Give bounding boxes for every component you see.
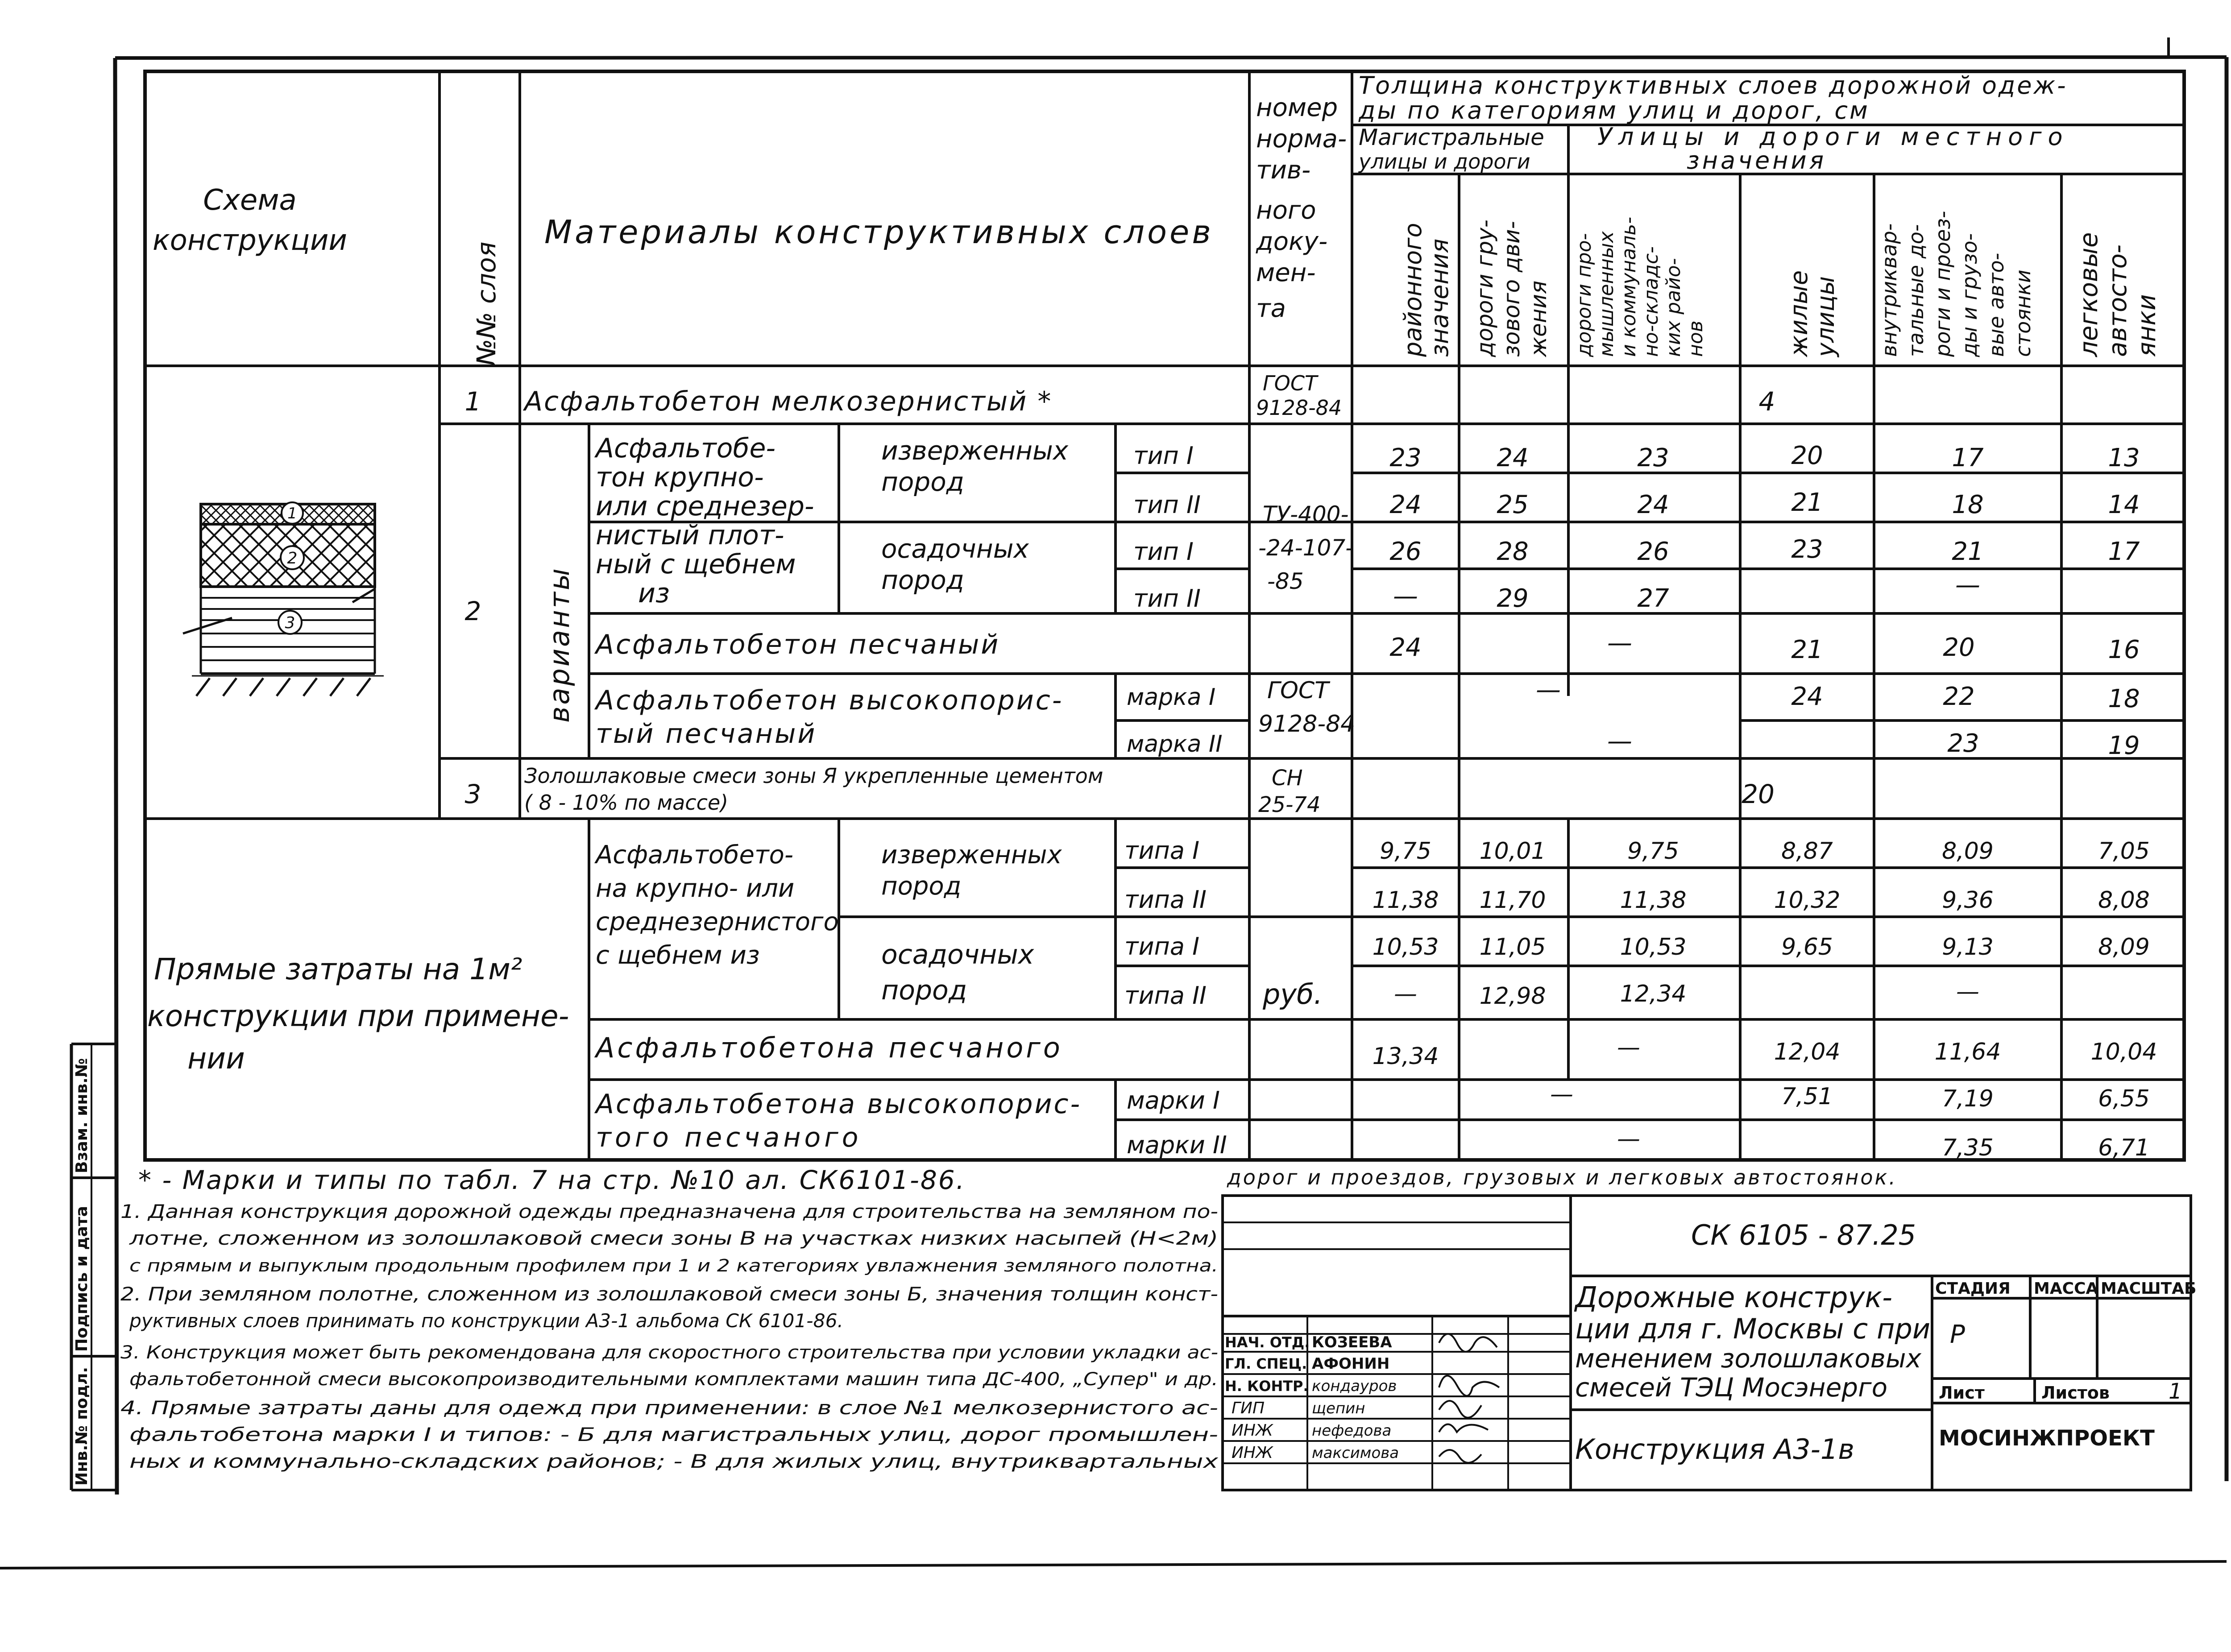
svg-text:тальные до-: тальные до- [1904,224,1928,357]
svg-text:НАЧ. ОТД.: НАЧ. ОТД. [1225,1334,1310,1351]
svg-text:20: 20 [1943,633,1975,662]
layer-2-rock-sed-1: осадочных [881,534,1029,564]
svg-text:легковые: легковые [2074,232,2103,357]
svg-text:—: — [1607,727,1632,756]
svg-text:КОЗЕЕВА: КОЗЕЕВА [1312,1333,1392,1351]
header-scheme-2: конструкции [152,224,348,257]
title-line-2: ции для г. Москвы с при [1575,1312,1931,1345]
svg-text:25: 25 [1497,490,1529,519]
svg-text:ный с щебнем: ный с щебнем [596,549,796,580]
svg-text:на крупно- или: на крупно- или [596,874,795,903]
layer-3-doc-2: 25-74 [1258,792,1321,817]
layer-2-mark-2: марка II [1127,731,1223,758]
cost-label-3: нии [187,1041,245,1076]
header-layer-no: №№ слоя [471,241,502,366]
svg-text:и коммуналь-: и коммуналь- [1617,216,1640,357]
stage-header: СТАДИЯ [1935,1279,2011,1298]
svg-text:12,04: 12,04 [1774,1039,1841,1065]
svg-text:улицы: улицы [1812,276,1840,357]
cost-label-1: Прямые затраты на 1м² [154,952,523,986]
svg-text:7,19: 7,19 [1942,1085,1994,1112]
svg-text:значения: значения [1426,238,1454,357]
layer-3-material-1: Золошлаковые смеси зоны Я укрепленные цементом [524,764,1103,788]
svg-text:Н. КОНТР.: Н. КОНТР. [1225,1378,1309,1395]
svg-text:нистый плот-: нистый плот- [596,520,784,551]
svg-text:28: 28 [1497,537,1529,566]
svg-text:кондауров: кондауров [1312,1377,1397,1395]
layer-3-value: 20 [1742,779,1775,809]
layer-2-type-2b: тип II [1133,584,1201,613]
cost-rock-sed-1: осадочных [881,939,1034,970]
svg-text:10,01: 10,01 [1479,838,1546,865]
sheet-label: Лист [1939,1383,1985,1403]
svg-text:21: 21 [1952,537,1984,566]
header-thickness-1: Толщина конструктивных слоев дорожной одеж- [1359,71,2068,99]
svg-text:19: 19 [2108,731,2140,760]
layer-2-type-1a: тип I [1133,442,1194,470]
svg-text:9,75: 9,75 [1627,838,1679,865]
svg-text:7,05: 7,05 [2098,838,2150,865]
header-materials: Материалы конструктивных слоев [544,213,1214,251]
svg-text:—: — [1394,981,1417,1007]
svg-text:9,75: 9,75 [1380,838,1431,865]
svg-text:ного: ного [1256,196,1316,225]
cost-type-1a: типа I [1124,836,1200,865]
svg-text:9,36: 9,36 [1942,887,1994,914]
svg-text:10,32: 10,32 [1774,887,1841,914]
svg-text:Асфальтобе-: Асфальтобе- [596,433,776,464]
svg-text:9,65: 9,65 [1781,934,1833,961]
svg-text:8,87: 8,87 [1781,838,1833,865]
note-line-2: лотне, сложенном из золошлаковой смеси зоны В на участках низких насыпей (Н<2м) [129,1227,1218,1249]
svg-text:тив-: тив- [1256,156,1311,185]
note-line-6: 3. Конструкция может быть рекомендована для скоростного строительства при условии укладки ас- [120,1342,1218,1363]
cost-rock-igneous-2: пород [881,872,962,901]
svg-text:—: — [1956,978,1979,1005]
svg-text:7,51: 7,51 [1781,1083,1833,1110]
layer-3-doc-1: СН [1272,766,1303,791]
svg-text:11,70: 11,70 [1479,887,1546,914]
layer-2-doc-hp-2: 9128-84 [1258,711,1356,737]
svg-text:нефедова: нефедова [1312,1422,1392,1440]
svg-text:нов: нов [1684,320,1707,357]
cost-type-2a: типа II [1124,886,1207,914]
layer-2-sand-label: Асфальтобетон песчаный [596,629,1000,660]
svg-text:22: 22 [1943,682,1975,711]
svg-text:10,04: 10,04 [2090,1039,2157,1065]
svg-text:мышленных: мышленных [1595,231,1618,357]
svg-text:23: 23 [1389,443,1422,472]
footnote: * - Марки и типы по табл. 7 на стр. №10 ал. СК6101-86. [138,1165,966,1195]
svg-text:23: 23 [1791,535,1823,564]
svg-text:дороги про-: дороги про- [1573,233,1596,357]
layer-1-value: 4 [1758,386,1775,417]
svg-text:та: та [1256,294,1286,323]
svg-text:ды и грузо-: ды и грузо- [1957,233,1982,357]
layer-2-doc-a-1: ТУ-400- [1263,501,1349,527]
svg-text:24: 24 [1791,682,1823,711]
note-line-3: с прямым и выпуклым продольным профилем при 1 и 2 категориях увлажнения земляного полотна. [129,1256,1218,1275]
side-stamp-inv: Инв.№ подл. [73,1366,91,1486]
sheets-count: 1 [2169,1379,2182,1404]
svg-text:10,53: 10,53 [1620,934,1687,961]
cost-rock-igneous-1: изверженных [881,840,1062,869]
organization: МОСИНЖПРОЕКТ [1939,1426,2155,1451]
header-thickness-2: ды по категориям улиц и дорог, см [1359,96,1870,124]
svg-text:жения: жения [1526,280,1551,357]
svg-text:16: 16 [2108,635,2140,664]
note-line-9: фальтобетона марки I и типов: - Б для магистральных улиц, дорог промышлен- [129,1424,1218,1445]
svg-text:внутриквар-: внутриквар- [1877,223,1901,357]
cost-hp-label-2: того песчаного [596,1122,862,1153]
stage-value: Р [1950,1320,1965,1349]
svg-text:или среднезер-: или среднезер- [596,491,814,522]
layer-2-mark-1: марка I [1127,684,1216,711]
svg-text:жилые: жилые [1785,270,1813,357]
svg-text:13: 13 [2108,443,2140,472]
svg-text:ГИП: ГИП [1232,1399,1265,1417]
svg-text:12,34: 12,34 [1620,981,1687,1007]
header-col-1 [1399,223,1454,357]
svg-text:вые авто-: вые авто- [1984,253,2008,357]
header-group-main-2: улицы и дороги [1359,149,1530,174]
svg-text:среднезернистого: среднезернистого [596,907,839,936]
layer-2-no: 2 [464,596,481,626]
svg-text:автосто-: автосто- [2103,244,2132,357]
cost-label-2: конструкции при примене- [147,999,569,1033]
cost-mark-2: марки II [1127,1131,1227,1159]
svg-text:доку-: доку- [1256,227,1328,256]
svg-text:роги и проез-: роги и проез- [1931,211,1955,357]
note-line-5: руктивных слоев принимать по конструкции А3-1 альбома СК 6101-86. [129,1310,843,1332]
note-line-1: 1. Данная конструкция дорожной одежды предназначена для строительства на земляном по- [120,1201,1218,1222]
svg-text:26: 26 [1637,537,1669,566]
svg-text:29: 29 [1497,584,1529,613]
svg-text:—: — [1550,1081,1573,1108]
svg-text:18: 18 [1952,490,1984,519]
layer-2-type-1b: тип I [1133,538,1194,566]
cost-type-1b: типа I [1124,932,1200,961]
layer-3-material-2: ( 8 - 10% по массе) [524,791,729,815]
svg-text:с щебнем из: с щебнем из [596,941,760,970]
title-line-1: Дорожные конструк- [1575,1281,1893,1314]
scale-header: МАСШТАБ [2101,1279,2197,1298]
layer-2-variants: варианты [543,567,576,723]
cost-type-2b: типа II [1124,981,1207,1010]
svg-text:АФОНИН: АФОНИН [1312,1355,1390,1373]
svg-text:27: 27 [1637,584,1669,613]
layer-2-rock-igneous-2: пород [881,467,964,497]
header-scheme-1: Схема [203,184,297,217]
svg-text:ГЛ. СПЕЦ.: ГЛ. СПЕЦ. [1225,1355,1307,1372]
svg-text:норма-: норма- [1256,124,1347,153]
scheme-layer-mark-2: 2 [287,549,298,567]
svg-text:14: 14 [2108,490,2140,519]
layer-2-hp-label-1: Асфальтобетон высокопорис- [596,685,1064,716]
svg-text:но-складс-: но-складс- [1640,246,1663,357]
svg-text:8,09: 8,09 [2098,934,2150,961]
svg-text:8,08: 8,08 [2098,887,2150,914]
svg-text:10,53: 10,53 [1372,934,1439,961]
doc-code: СК 6105 - 87.25 [1691,1219,1916,1251]
svg-text:8,09: 8,09 [1942,838,1994,865]
layer-1-doc-1: ГОСТ [1263,371,1318,395]
svg-text:11,38: 11,38 [1620,887,1687,914]
layer-2-doc-hp-1: ГОСТ [1267,677,1329,704]
note-continuation: дорог и проездов, грузовых и легковых автостоянок. [1227,1165,1897,1189]
layer-1-no: 1 [464,386,481,417]
header-group-local-1: Улицы и дороги местного [1597,123,2069,151]
svg-text:районного: районного [1399,223,1427,357]
svg-text:20: 20 [1791,441,1823,470]
note-line-10: ных и коммунально-складских районов; - В для жилых улиц, внутриквартальных [129,1450,1219,1472]
layer-2-hp-label-2: тый песчаный [596,718,817,749]
header-col-4 [1785,270,1840,358]
svg-text:24: 24 [1389,633,1422,662]
svg-text:17: 17 [1952,443,1984,472]
cost-unit: руб. [1263,978,1323,1010]
svg-text:ких райо-: ких райо- [1662,258,1685,357]
title-line-3: менением золошлаковых [1575,1343,1921,1374]
layer-2-type-2a: тип II [1133,491,1201,519]
svg-text:щепин: щепин [1312,1399,1365,1417]
svg-text:из: из [638,578,670,609]
cost-hp-label-1: Асфальтобетона высокопорис- [596,1089,1082,1120]
svg-text:дороги гру-: дороги гру- [1472,219,1498,357]
svg-text:24: 24 [1637,490,1669,519]
layer-2-doc-a-2: -24-107- [1258,535,1354,561]
svg-text:6,55: 6,55 [2098,1085,2150,1112]
svg-text:—: — [1607,629,1632,658]
svg-text:зового дви-: зового дви- [1499,221,1525,357]
svg-text:13,34: 13,34 [1372,1043,1439,1070]
svg-text:—: — [1955,571,1980,600]
svg-text:11,05: 11,05 [1479,934,1546,961]
svg-text:стоянки: стоянки [2011,269,2035,357]
svg-text:24: 24 [1389,490,1422,519]
svg-text:17: 17 [2108,537,2140,566]
note-line-4: 2. При земляном полотне, сложенном из золошлаковой смеси зоны Б, значения толщин конст- [120,1283,1218,1305]
header-group-local-2: значения [1687,146,1827,174]
svg-text:—: — [1617,1034,1640,1061]
layer-1-doc-2: 9128-84 [1256,396,1342,420]
svg-text:21: 21 [1791,635,1823,664]
title-subtitle: Конструкция А3-1в [1575,1433,1854,1466]
side-stamp-sign: Подпись и дата [73,1206,91,1352]
svg-text:24: 24 [1497,443,1529,472]
note-line-8: 4. Прямые затраты даны для одежд при применении: в слое №1 мелкозернистого ас- [120,1397,1218,1419]
note-line-7: фальтобетонной смеси высокопроизводительными комплектами машин типа ДС-400, „Супер" и др. [129,1369,1218,1390]
svg-text:26: 26 [1389,537,1422,566]
svg-text:9,13: 9,13 [1942,934,1994,961]
svg-text:23: 23 [1947,729,1979,758]
svg-text:Асфальтобето-: Асфальтобето- [596,840,794,869]
svg-text:18: 18 [2108,684,2140,713]
svg-text:11,64: 11,64 [1934,1039,2001,1065]
svg-text:12,98: 12,98 [1479,983,1546,1010]
side-stamp-replace: Взам. инв.№ [73,1058,91,1173]
scheme-layer-mark-3: 3 [285,614,295,632]
mass-header: МАССА [2034,1279,2098,1298]
svg-text:—: — [1617,1126,1640,1152]
svg-text:ИНЖ: ИНЖ [1232,1421,1273,1440]
header-group-main-1: Магистральные [1359,124,1544,150]
layer-1-material: Асфальтобетон мелкозернистый * [524,386,1053,417]
svg-text:тон крупно-: тон крупно- [596,462,764,493]
layer-2-rock-igneous-1: изверженных [881,435,1069,466]
svg-text:—: — [1393,582,1418,611]
cost-rock-sed-2: пород [881,975,967,1006]
cost-mark-1: марки I [1127,1086,1220,1114]
svg-text:максимова: максимова [1312,1444,1399,1462]
svg-text:янки: янки [2132,294,2161,357]
scheme-layer-mark-1: 1 [287,505,297,522]
svg-text:7,35: 7,35 [1942,1134,1994,1161]
cost-sand-label: Асфальтобетона песчаного [596,1031,1063,1064]
title-line-4: смесей ТЭЦ Мосэнерго [1575,1372,1888,1403]
side-stamp [73,1058,91,1486]
svg-text:6,71: 6,71 [2098,1134,2150,1161]
svg-text:номер: номер [1256,93,1338,122]
svg-text:—: — [1536,675,1561,704]
svg-text:21: 21 [1791,488,1823,517]
svg-text:23: 23 [1637,443,1669,472]
layer-2-rock-sed-2: пород [881,565,964,595]
svg-text:11,38: 11,38 [1372,887,1439,914]
layer-3-no: 3 [464,779,481,809]
svg-text:ИНЖ: ИНЖ [1232,1444,1273,1462]
layer-2-doc-a-3: -85 [1267,568,1304,594]
sheets-label: Листов [2041,1383,2110,1403]
svg-text:мен-: мен- [1256,258,1316,287]
